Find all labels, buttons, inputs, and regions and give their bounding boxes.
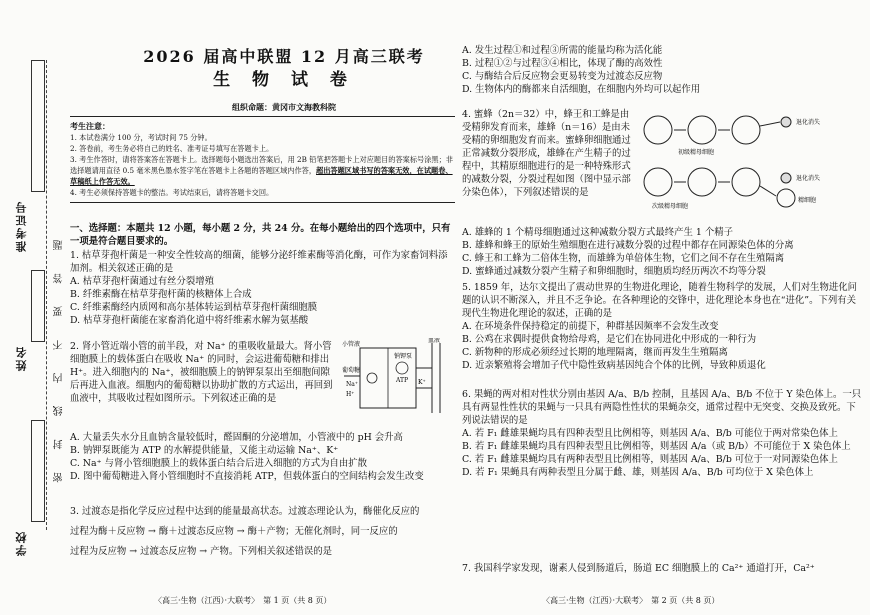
q6-opt: B. 若 F₁ 雌雄果蝇均具有四种表型且比例相等，则基因 A/a（或 B/b）不可能位于 X 染色体上 <box>462 441 851 452</box>
q1-opt: A. 枯草芽孢杆菌通过有丝分裂增殖 <box>70 276 214 287</box>
q5-opt: B. 公鸡在求偶时提供食物给母鸡，是它们在协同进化中形成的一种行为 <box>462 334 757 345</box>
q5-stem: 5. 1859 年，达尔文提出了震动世界的生物进化理论，随着生物科学的发展，人们对生物进化问题的认识不断深入，并且不乏争论。在各种理论的交锋中，进化理论本身也在“进化”。下列有关现代生物进化理论的叙述，正确的是 <box>462 282 858 319</box>
note-item: 2. 答卷前，考生务必将自己的姓名、准考证号填写在答题卡上。 <box>70 144 274 153</box>
fig-label: Na⁺ <box>346 381 358 388</box>
q4-opt: C. 蜂王和工蜂为二倍体生物，而雄蜂为单倍体生物，它们之间不存在生殖隔离 <box>462 253 785 264</box>
q1-opt: D. 枯草芽孢杆菌能在家畜消化道中将纤维素水解为氨基酸 <box>70 315 309 326</box>
fig-label: 小管液 <box>342 341 361 348</box>
seal-line <box>46 60 47 530</box>
q4-opt: A. 雄蜂的 1 个精母细胞通过这种减数分裂方式最终产生 1 个精子 <box>462 227 733 238</box>
question-4-options <box>462 226 862 278</box>
q6-opt: A. 若 F₁ 雌雄果蝇均具有四种表型且比例相等，则基因 A/a、B/b 可能位于两对常染色体上 <box>462 428 838 439</box>
question-1 <box>70 249 455 327</box>
fig-label: 钠钾泵 <box>394 353 413 360</box>
footer-right: 〈高三·生物（江西）·大联考〉 第 2 页（共 8 页） <box>542 596 720 605</box>
notes-heading: 考生注意： <box>70 121 110 131</box>
note-item: 4. 考生必须保持答题卡的整洁。考试结束后，请将答题卡交回。 <box>70 188 274 197</box>
name-label: 姓名 <box>15 345 28 371</box>
ticket-label: 准考证号 <box>15 200 28 252</box>
note-item: 3. 考生作答时，请将答案答在答题卡上。选择题每小题选出答案后，用 2B 铅笔把答题卡上对应题目的答案标号涂黑；非选择题请用直径 0.5 毫米黑色墨水签字笔在答题卡上各题的答题区域内作答，超出答题区域书写的答案无效，在试题卷、草稿纸上作答无效。 <box>70 155 453 186</box>
question-4-stem: 4. 蜜蜂（2n＝32）中，蜂王和工蜂是由受精卵发育而来，雄蜂（n＝16）是由未受精的卵细胞发育而来。蜜蜂卵细胞通过正常减数分裂形成，雄蜂在产生精子的过程中，其精原细胞进行的是一种特殊形式的减数分裂，分裂过程如图（图中显示部分染色体），下列叙述错误的是 <box>462 109 631 198</box>
q2-opt: D. 图中葡萄糖进入肾小管细胞时不直接消耗 ATP，但载体蛋白的空间结构会发生改变 <box>70 471 424 482</box>
fig-label: 退化消失 <box>796 119 821 126</box>
q6-opt: D. 若 F₁ 果蝇具有两种表型且分属于雌、雄，则基因 A/a、B/b 可均位于 X 染色体上 <box>462 467 814 478</box>
question-2-options <box>70 431 455 483</box>
q5-opt: D. 近亲繁殖将会增加子代中隐性致病基因纯合个体的比例，导致种质退化 <box>462 360 766 371</box>
question-5 <box>462 281 862 372</box>
q6-opt: C. 若 F₁ 雌雄果蝇均具有两种表型且比例相等，则基因 A/a、B/b 可位于一对同源染色体上 <box>462 454 838 465</box>
q2-opt: C. Na⁺ 与肾小管细胞膜上的载体蛋白结合后进入细胞的方式为自由扩散 <box>70 458 368 469</box>
notes-box <box>70 116 455 203</box>
q3-opt: A. 发生过程①和过程③所需的能量均称为活化能 <box>462 45 663 56</box>
fig-label: 次级精母细胞 <box>652 203 689 210</box>
question-3-options <box>462 44 862 96</box>
organizer: 组织命题：黄冈市文海教科院 <box>232 102 336 112</box>
q2-opt: A. 大量丢失水分且血钠含量较低时，醛固酮的分泌增加，小管液中的 pH 会升高 <box>70 432 403 443</box>
note-item: 1. 本试卷满分 100 分，考试时间 75 分钟。 <box>70 133 212 142</box>
q3-stem: 过程为酶＋反应物 → 酶＋过渡态反应物 → 酶＋产物；无催化剂时，同一反应的 <box>70 526 398 537</box>
kidney-tubule-figure <box>342 338 454 416</box>
q3-opt: B. 过程①②与过程③④相比，体现了酶的高效性 <box>462 58 663 69</box>
q3-stem: 过程为反应物 → 过渡态反应物 → 产物。下列相关叙述错误的是 <box>70 546 333 557</box>
school-label: 学校 <box>15 530 28 556</box>
subject-title: 生 物 试 卷 <box>213 70 355 90</box>
question-7-stem: 7. 我国科学家发现，谢素人侵到肠道后，肠道 EC 细胞膜上的 Ca²⁺ 通道打开，Ca²⁺ <box>462 563 815 574</box>
q3-opt: C. 与酶结合后反应物会更易转变为过渡态反应物 <box>462 71 663 82</box>
q4-opt: D. 蜜蜂通过减数分裂产生精子和卵细胞时，细胞质均经历两次不均等分裂 <box>462 266 766 277</box>
question-2-stem: 2. 肾小管近端小管的前半段，对 Na⁺ 的重吸收量最大。肾小管细胞膜上的载体蛋白在吸收 Na⁺ 的同时，会运进葡萄糖和排出 H⁺。进入细胞内的 Na⁺，被细胞膜上的钠钾泵泵出至细胞间隙后再进入血液。细胞内的葡萄糖以协助扩散的方式运出，再回到血液中，其吸收过程如图所示。下列叙述正确的是 <box>70 341 333 404</box>
q4-opt: B. 雄蜂和蜂王的原始生殖细胞在进行减数分裂的过程中都存在同源染色体的分离 <box>462 240 794 251</box>
fig-label: 初级精母细胞 <box>678 149 715 156</box>
fig-label: ATP <box>396 377 409 384</box>
footer-left: 〈高三·生物（江西）·大联考〉 第 1 页（共 8 页） <box>154 596 332 605</box>
q3-stem: 3. 过渡态是指化学反应过程中达到的能量最高状态。过渡态理论认为，酶催化反应的 <box>70 506 420 517</box>
fig-label: 精细胞 <box>798 197 817 204</box>
q3-opt: D. 生物体内的酶都来自活细胞，在细胞内外均可以起作用 <box>462 84 701 95</box>
q2-opt: B. 钠钾泵既能为 ATP 的水解提供能量，又能主动运输 Na⁺、K⁺ <box>70 445 339 456</box>
meiosis-figure <box>638 108 860 214</box>
fig-label: H⁺ <box>346 391 355 398</box>
question-3 <box>70 502 455 562</box>
ticket-box <box>31 60 45 192</box>
section-heading: 一、选择题：本题共 12 小题，每小题 2 分，共 24 分。在每小题给出的四个选项中，只有一项是符合题目要求的。 <box>70 223 451 247</box>
q5-opt: A. 在环境条件保持稳定的前提下，种群基因频率不会发生改变 <box>462 321 719 332</box>
q1-stem: 1. 枯草芽孢杆菌是一种安全性较高的细菌，能够分泌纤维素酶等消化酶，可作为家畜饲料添加剂。相关叙述正确的是 <box>70 250 448 274</box>
q1-opt: C. 纤维素酶经内质网和高尔基体转运到枯草芽孢杆菌细胞膜 <box>70 302 318 313</box>
q5-opt: C. 新物种的形成必须经过长期的地理隔离，继而再发生生殖隔离 <box>462 347 728 358</box>
exam-title: 2026 届高中联盟 12 月高三联考 <box>143 47 425 66</box>
q1-opt: B. 纤维素酶在枯草芽孢杆菌的核糖体上合成 <box>70 289 252 300</box>
seal-text: 密 封 线 内 不 要 答 题 <box>54 230 65 483</box>
name-box <box>31 270 45 342</box>
school-box <box>31 420 45 522</box>
binding-strip <box>0 0 65 615</box>
q6-stem: 6. 果蝇的两对相对性状分别由基因 A/a、B/b 控制，且基因 A/a、B/b 不位于 Y 染色体上。一只具有两显性性状的果蝇与一只具有两隐性性状的果蝇杂交，通常过程中无突变、交换及致死。下列说法错误的是 <box>462 389 862 426</box>
fig-label: 葡萄糖 <box>342 367 361 374</box>
fig-label: 血液 <box>428 338 441 344</box>
fig-label: K⁺ <box>418 379 426 386</box>
fig-label: 退化消失 <box>796 175 821 182</box>
question-6 <box>462 388 862 479</box>
